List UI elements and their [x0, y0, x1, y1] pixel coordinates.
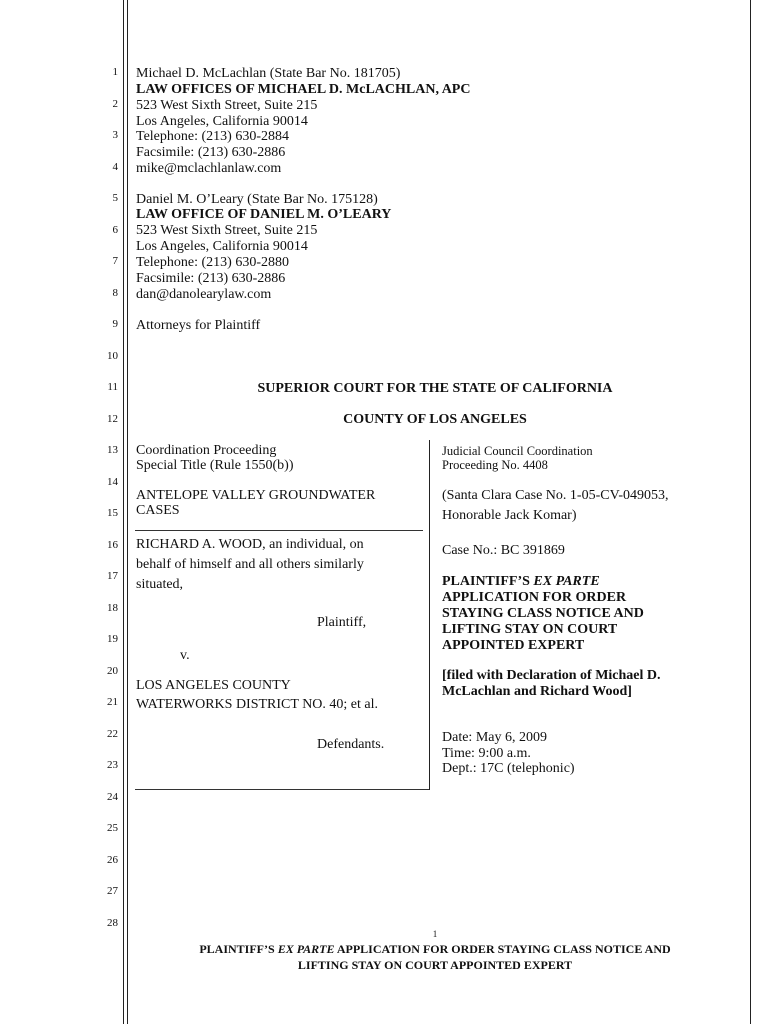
attorney1-name: Michael D. McLachlan (State Bar No. 181705) — [136, 66, 401, 81]
left-margin-rule-outer — [123, 0, 124, 1024]
plaintiff-line1: RICHARD A. WOOD, an individual, on — [136, 537, 364, 552]
coordination-proceeding: Coordination Proceeding — [136, 443, 277, 458]
defendant-line2: WATERWORKS DISTRICT NO. 40; et al. — [136, 697, 379, 712]
hearing-dept: Dept.: 17C (telephonic) — [442, 761, 575, 775]
ex-parte-italic: EX PARTE — [533, 574, 600, 589]
attorney2-email: dan@danolearylaw.com — [136, 287, 272, 302]
attorney1-facsimile: Facsimile: (213) 630-2886 — [136, 145, 286, 160]
left-margin-rule-inner — [127, 0, 128, 1024]
line-number: 9 — [112, 318, 118, 330]
court-county: COUNTY OF LOS ANGELES — [343, 412, 527, 427]
line-number: 24 — [107, 790, 118, 803]
attorney1-address2: Los Angeles, California 90014 — [136, 114, 308, 129]
special-title: Special Title (Rule 1550(b)) — [136, 458, 294, 473]
line-number: 25 — [107, 822, 118, 834]
line-number: 19 — [107, 633, 118, 645]
cases-title-line1: ANTELOPE VALLEY GROUNDWATER — [136, 488, 376, 503]
filed-with-line2: McLachlan and Richard Wood] — [442, 684, 632, 699]
hearing-date: Date: May 6, 2009 — [442, 730, 547, 745]
line-number: 14 — [107, 475, 118, 488]
attorney1-telephone: Telephone: (213) 630-2884 — [136, 129, 289, 144]
defendant-line1: LOS ANGELES COUNTY — [136, 678, 291, 693]
line-number: 10 — [107, 349, 118, 362]
hearing-time: Time: 9:00 a.m. — [442, 746, 531, 761]
attorney2-telephone: Telephone: (213) 630-2880 — [136, 255, 289, 270]
line-number: 12 — [107, 412, 118, 425]
line-number: 28 — [107, 916, 118, 929]
attorney1-email: mike@mclachlanlaw.com — [136, 161, 282, 176]
attorneys-for: Attorneys for Plaintiff — [136, 318, 261, 333]
line-number: 26 — [107, 853, 118, 866]
line-number: 15 — [107, 507, 118, 519]
versus: v. — [180, 648, 190, 663]
document-title-line2: APPLICATION FOR ORDER — [442, 590, 627, 605]
line-number: 4 — [112, 160, 118, 173]
court-name: SUPERIOR COURT FOR THE STATE OF CALIFORNIA — [257, 381, 613, 396]
case-number: Case No.: BC 391869 — [442, 543, 565, 558]
line-number: 23 — [107, 759, 118, 771]
line-number: 2 — [112, 97, 118, 110]
attorney2-address2: Los Angeles, California 90014 — [136, 239, 308, 254]
line-number: 6 — [112, 223, 118, 236]
line-number: 21 — [107, 696, 118, 708]
attorney1-firm: LAW OFFICES OF MICHAEL D. McLACHLAN, APC — [136, 82, 471, 97]
jcc-line2: Proceeding No. 4408 — [442, 458, 548, 472]
plaintiff-line3: situated, — [136, 577, 184, 592]
line-number: 8 — [112, 286, 118, 299]
caption-divider — [135, 530, 423, 531]
right-margin-rule — [750, 0, 751, 1024]
plaintiff-label: Plaintiff, — [317, 615, 367, 630]
plaintiff-line2: behalf of himself and all others similarly — [136, 557, 364, 572]
line-number: 22 — [107, 727, 118, 740]
line-number: 11 — [107, 381, 118, 393]
document-title-line5: APPOINTED EXPERT — [442, 638, 585, 653]
footer-line2: LIFTING STAY ON COURT APPOINTED EXPERT — [297, 958, 573, 972]
line-number: 7 — [112, 255, 118, 267]
filed-with-line1: [filed with Declaration of Michael D. — [442, 668, 661, 683]
attorney2-facsimile: Facsimile: (213) 630-2886 — [136, 271, 286, 286]
line-number: 17 — [107, 570, 118, 582]
footer-ex-parte-italic: EX PARTE — [277, 942, 335, 956]
line-number: 27 — [107, 885, 118, 897]
line-number: 13 — [107, 444, 118, 456]
attorney2-address1: 523 West Sixth Street, Suite 215 — [136, 223, 318, 238]
attorney2-firm: LAW OFFICE OF DANIEL M. O’LEARY — [136, 207, 392, 222]
attorney2-name: Daniel M. O’Leary (State Bar No. 175128) — [136, 192, 378, 207]
line-number: 1 — [112, 66, 118, 78]
cases-title-line2: CASES — [136, 503, 180, 518]
santa-clara-line2: Honorable Jack Komar) — [442, 508, 577, 523]
page-number: 1 — [432, 929, 438, 939]
caption-vertical-rule — [429, 440, 430, 790]
line-number: 3 — [112, 129, 118, 141]
attorney1-address1: 523 West Sixth Street, Suite 215 — [136, 98, 318, 113]
document-title-line4: LIFTING STAY ON COURT — [442, 622, 618, 637]
line-number: 5 — [112, 192, 118, 204]
line-number: 16 — [107, 538, 118, 551]
document-title-line1: PLAINTIFF’S EX PARTE — [442, 574, 600, 589]
santa-clara-line1: (Santa Clara Case No. 1-05-CV-049053, — [442, 488, 669, 503]
footer-line1: PLAINTIFF’S EX PARTE APPLICATION FOR ORDER STAYING CLASS NOTICE AND — [199, 942, 671, 956]
document-title-line3: STAYING CLASS NOTICE AND — [442, 606, 644, 621]
defendant-label: Defendants. — [317, 737, 385, 752]
jcc-line1: Judicial Council Coordination — [442, 444, 593, 458]
line-number: 20 — [107, 664, 118, 677]
line-number: 18 — [107, 601, 118, 614]
hearing-dept-clip — [442, 760, 742, 775]
caption-bottom-rule — [135, 789, 430, 790]
